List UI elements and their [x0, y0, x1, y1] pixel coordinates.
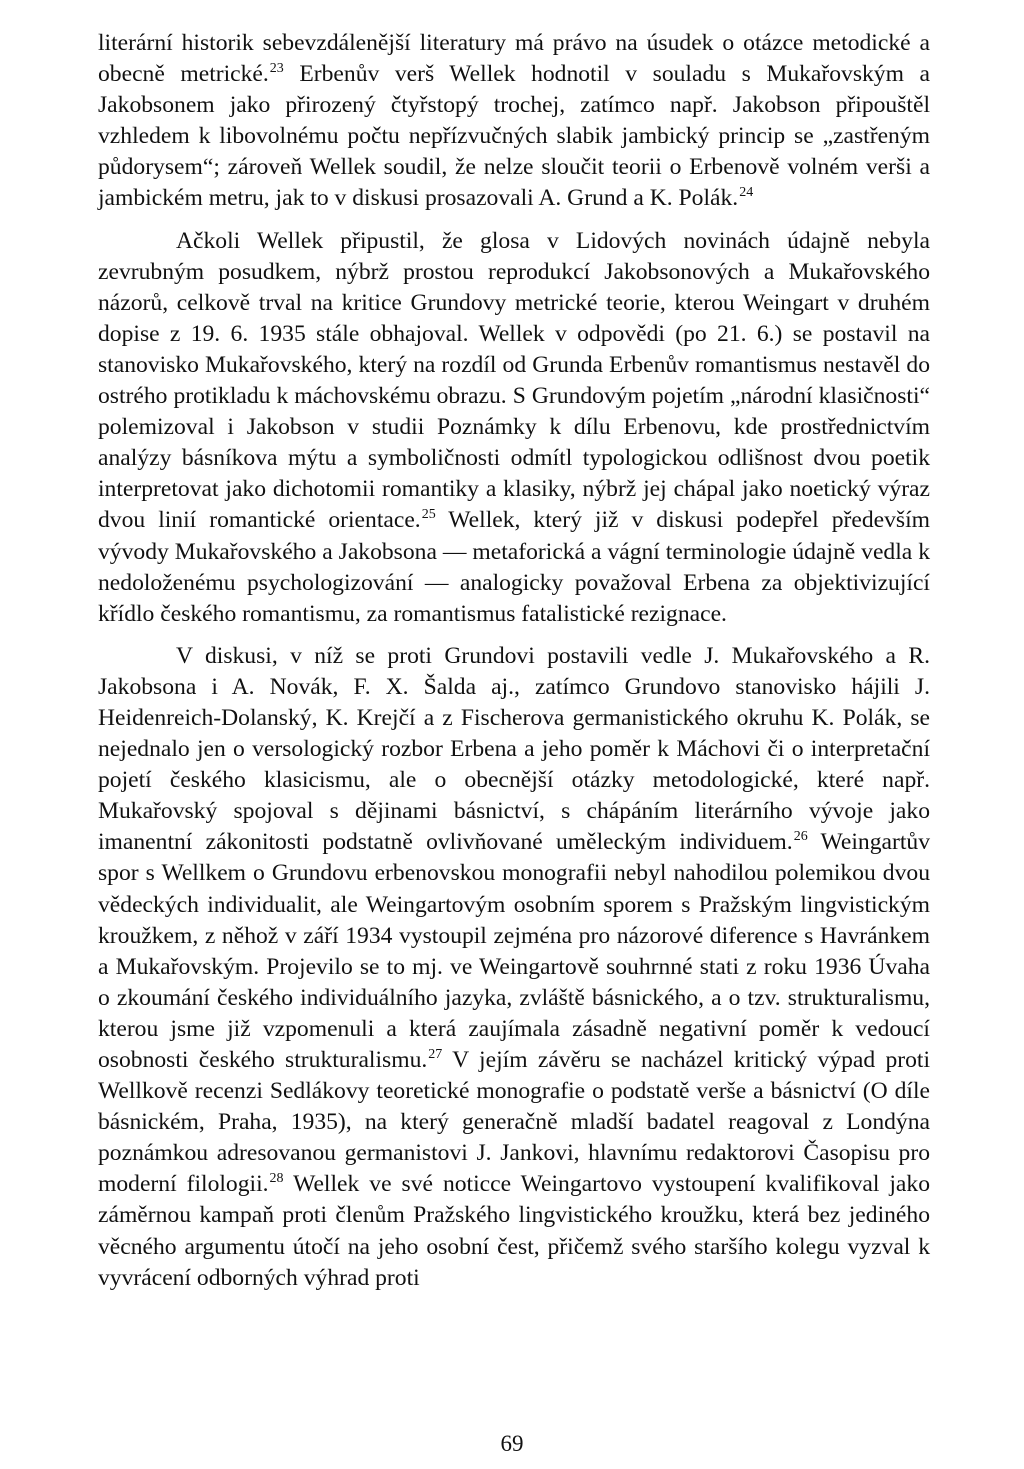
paragraph-3 [98, 641, 930, 1294]
footnote-ref-27: 27 [428, 1047, 443, 1062]
footnote-ref-28: 28 [269, 1171, 284, 1187]
paragraph-2 [98, 226, 930, 630]
paragraph-text: Weingartův spor s Wellkem o Grundovu erbenovskou monografii nebyl nahodilou polemikou dvou vědeckých individualit, ale Weingartovým osobním sporem s Pražským lingvistickým kroužkem, z něhož v září 1934 vystoupil zejména pro názorové diference s Havránkem a Mukařovským. Projevilo se to mj. ve Weingartově souhrnné stati z roku 1936 Úvaha o zkoumání českého individuálního jazyka, zvláště básnického, a o tzv. strukturalismu, kterou jsme již vzpomenuli a která zaujímala zásadně negativní poměr k vedoucí osobnosti českého strukturalismu. [98, 829, 930, 1073]
footnote-ref-23: 23 [269, 61, 284, 77]
paragraph-text: V diskusi, v níž se proti Grundovi postavili vedle J. Mukařovského a R. Jakobsona i A. Novák, F. X. Šalda aj., zatímco Grundovo stanovisko hájili J. Heidenreich-Dolanský, K. Krejčí a z Fischerova germanistického okruhu K. Polák, se nejednalo jen o versologický rozbor Erbena a jeho poměr k Máchovi či o interpretační pojetí českého klasicismu, ale o obecnější otázky metodologické, které např. Mukařovský spojoval s dějinami básnictví, s chápáním literárního vývoje jako imanentní zákonitosti podstatně ovlivňované uměleckým individuem. [98, 642, 930, 856]
footnote-ref-25: 25 [421, 507, 436, 523]
footnote-ref-24: 24 [739, 185, 754, 201]
paragraph-text: Ačkoli Wellek připustil, že glosa v Lidových novinách údajně nebyla zevrubným posudkem, nýbrž prostou reprodukcí Jakobsonových a Mukařovského názorů, celkově trval na kritice Grundovy metrické teorie, kterou Weingart v druhém dopise z 19. 6. 1935 stále obhajoval. Wellek v odpovědi (po 21. 6.) se postavil na stanovisko Mukařovského, který na rozdíl od Grunda Erbenův romantismus nestavěl do ostrého protikladu k máchovskému obrazu. S Grundovým pojetím „národní klasičnosti“ polemizoval i Jakobson v studii Poznámky k dílu Erbenovu, kde prostřednictvím analýzy básníkova mýtu a symboličnosti odmítl typologickou odlišnost dvou poetik interpretovat jako dichotomii romantiky a klasiky, nýbrž jej chápal jako noetický výraz dvou linií romantické orientace. [98, 227, 930, 534]
paragraph-text: Wellek, který již v diskusi podepřel především vývody Mukařovského a Jakobsona — metaforická a vágní terminologie údajně vedla k nedoloženému psychologizování — analogicky považoval Erbena za objektivizující křídlo českého romantismu, za romantismus fatalistické rezignace. [98, 507, 930, 627]
paragraph-text: V jejím závěru se nacházel kritický výpad proti Wellkově recenzi Sedlákovy teoretické monografie o podstatě verše a básnictví (O díle básnickém, Praha, 1935), na který generačně mladší badatel reagoval z Londýna poznámkou adresovanou germanistovi J. Jankovi, hlavnímu redaktorovi Časopisu pro moderní filologii. [98, 1047, 931, 1198]
page-number: 69 [500, 1431, 524, 1456]
paragraph-text: Erbenův verš Wellek hodnotil v souladu s Mukařovským a Jakobsonem jako přirozený čtyřstopý trochej, zatímco např. Jakobson připouštěl vzhledem k libovolnému počtu nepřízvučných slabik jambický princip se „zastřeným půdorysem“; zároveň Wellek soudil, že nelze sloučit teorii o Erbenově volném verši a jambickém metru, jak to v diskusi prosazovali A. Grund a K. Polák. [98, 61, 930, 212]
paragraph-text: literární historik sebevzdálenější literatury má právo na úsudek o otázce metodické a obecně metrické. [98, 30, 930, 88]
footnote-ref-26: 26 [793, 829, 808, 845]
paragraph-text: Wellek ve své noticce Weingartovo vystoupení kvalifikoval jako záměrnou kampaň proti členům Pražského lingvistického kroužku, která bez jediného věcného argumentu útočí na jeho osobní čest, přičemž svého staršího kolegu vyzval k vyvrácení odborných výhrad proti [98, 1171, 930, 1291]
document-page [98, 28, 930, 1294]
paragraph-1 [98, 28, 930, 215]
